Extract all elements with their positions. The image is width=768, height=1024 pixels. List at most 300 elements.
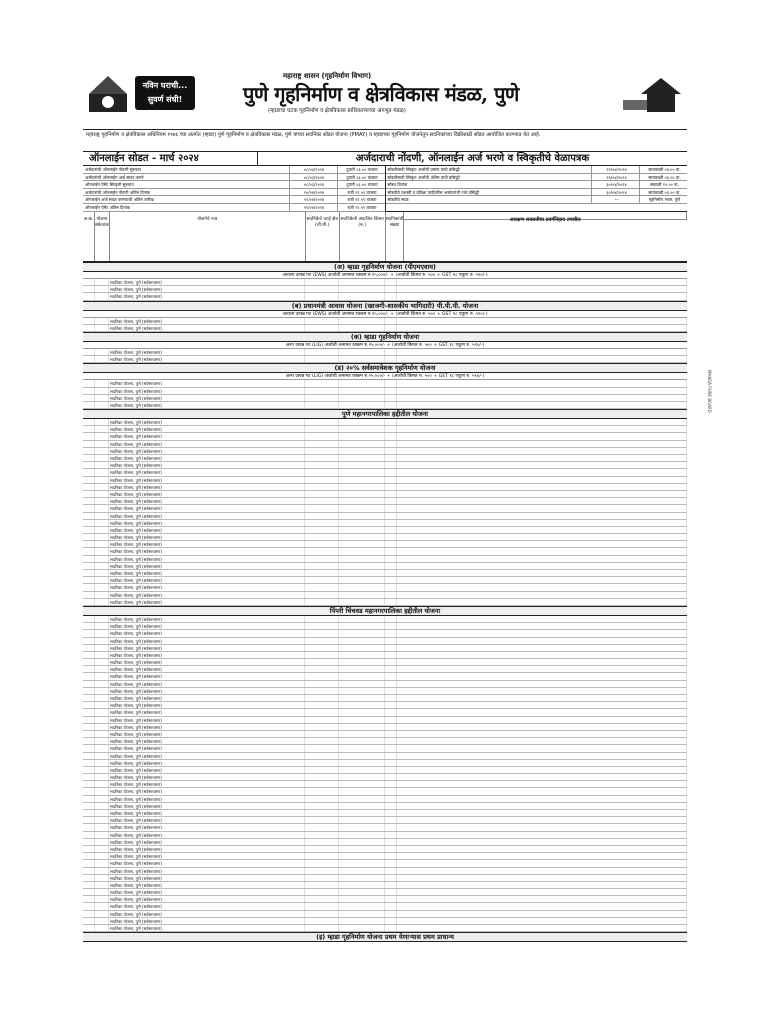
- col-sn: अ.क्र.: [83, 212, 95, 261]
- cell-pr: [339, 293, 385, 299]
- cell-sn: [83, 455, 95, 461]
- cell-cd: [95, 505, 109, 511]
- cell-loc: सदनिका योजना, पुणे (सर्वसाधारण): [109, 896, 305, 902]
- cell-loc: सदनिका योजना, पुणे (सर्वसाधारण): [109, 577, 305, 583]
- cell-loc: सदनिका योजना, पुणे (सर्वसाधारण): [109, 462, 305, 468]
- cell-sn: [83, 860, 95, 866]
- cell-sn: [83, 318, 95, 324]
- col-amenities: [404, 212, 687, 261]
- cell-sn: [83, 638, 95, 644]
- cell-loc: सदनिका योजना, पुणे (सर्वसाधारण): [109, 724, 305, 730]
- cell-pr: [339, 824, 385, 830]
- cell-pr: [339, 760, 385, 766]
- schedule-cell: सोडतीचे स्थळ: [387, 197, 409, 203]
- cell-pr: [339, 484, 385, 490]
- cell-ar: [305, 903, 339, 909]
- cell-pr: [339, 911, 385, 917]
- cell-ct: [385, 903, 397, 909]
- cell-sn: [83, 853, 95, 859]
- cell-pr: [339, 753, 385, 759]
- cell-cd: [95, 426, 109, 432]
- schedule-cell: रात्री ११.५९ वाजता: [337, 189, 385, 196]
- cell-ct: [385, 491, 397, 497]
- cell-am: [397, 455, 687, 461]
- cell-sn: [83, 599, 95, 605]
- cell-ar: [305, 455, 339, 461]
- table-row: [83, 638, 687, 645]
- cell-sn: [83, 839, 95, 845]
- cell-ar: [305, 599, 339, 605]
- cell-cd: [95, 724, 109, 730]
- cell-ar: [305, 513, 339, 519]
- cell-loc: सदनिका योजना, पुणे (सर्वसाधारण): [109, 918, 305, 924]
- cell-cd: [95, 541, 109, 547]
- cell-cd: [95, 520, 109, 526]
- cell-ct: [385, 513, 397, 519]
- cell-am: [397, 817, 687, 823]
- cell-sn: [83, 380, 95, 386]
- cell-sn: [83, 563, 95, 569]
- schedule-cell: अर्जदारांची ऑनलाईन अर्ज सादर करणे: [85, 174, 144, 180]
- schedule-cell: २२/०४/२०२४: [591, 166, 639, 173]
- cell-loc: सदनिका योजना, पुणे (सर्वसाधारण): [109, 673, 305, 679]
- cell-ct: [385, 402, 397, 408]
- cell-ct: [385, 388, 397, 394]
- cell-cd: [95, 293, 109, 299]
- section-note: अल्प उत्पन्न गट (LIG) अर्जाची अनामत रक्कम रु.२५,०००/- + (अर्जाची किंमत रु. ५०० + GST १८ एकूण रु. ५९०/-): [83, 373, 687, 380]
- cell-ar: [305, 810, 339, 816]
- table-row: [83, 803, 687, 810]
- cell-am: [397, 505, 687, 511]
- cell-sn: [83, 774, 95, 780]
- cell-am: [397, 659, 687, 665]
- cell-sn: [83, 925, 95, 931]
- table-row: [83, 402, 687, 409]
- cell-ar: [305, 760, 339, 766]
- cell-am: [397, 395, 687, 401]
- cell-ct: [385, 925, 397, 931]
- cell-loc: सदनिका योजना, पुणे (सर्वसाधारण): [109, 286, 305, 292]
- section-title: पुणे महानगरपालिका हद्दीतील योजना: [83, 409, 687, 419]
- schedule-cell: १२/०४/२०२४: [289, 196, 337, 203]
- cell-am: [397, 279, 687, 285]
- table-row: [83, 630, 687, 637]
- table-row: [83, 810, 687, 817]
- cell-pr: [339, 570, 385, 576]
- cell-am: [397, 498, 687, 504]
- subtitle: (म्हाडाचा घटक गृहनिर्माण व क्षेत्रविकास प्राधिकरणाच्या अंगभूत मंडळ): [268, 108, 406, 114]
- mhada-logo: [621, 74, 683, 114]
- cell-pr: [339, 681, 385, 687]
- tagline-badge: नविन घराची... सुवर्ण संधी!: [135, 76, 195, 110]
- cell-ar: [305, 925, 339, 931]
- schedule-cell: ०८/०३/२०२४: [289, 166, 337, 173]
- cell-ct: [385, 911, 397, 917]
- cell-am: [397, 419, 687, 425]
- cell-cd: [95, 534, 109, 540]
- cell-cd: [95, 279, 109, 285]
- cell-ar: [305, 349, 339, 355]
- cell-ct: [385, 616, 397, 622]
- cell-am: [397, 709, 687, 715]
- cell-loc: सदनिका योजना, पुणे (सर्वसाधारण): [109, 853, 305, 859]
- cell-am: [397, 584, 687, 590]
- section-note: अत्यल्प उत्पन्न गट (EWS) अर्जाची अनामत रक्कम रु.१५,०००/- + (अर्जाची किंमत रु. ५०० + GST १८ एकूण रु. ५९०/-): [83, 272, 687, 279]
- cell-loc: सदनिका योजना, पुणे (सर्वसाधारण): [109, 325, 305, 331]
- cell-cd: [95, 753, 109, 759]
- table-row: [83, 286, 687, 293]
- cell-ar: [305, 824, 339, 830]
- cell-pr: [339, 702, 385, 708]
- table-row: [83, 817, 687, 824]
- cell-ar: [305, 817, 339, 823]
- schedule-cell: १२/०४/२०२४: [289, 204, 337, 211]
- cell-sn: [83, 688, 95, 694]
- cell-ct: [385, 520, 397, 526]
- cell-ar: [305, 441, 339, 447]
- cell-ct: [385, 286, 397, 292]
- cell-sn: [83, 592, 95, 598]
- cell-sn: [83, 548, 95, 554]
- table-row: [83, 666, 687, 673]
- cell-ar: [305, 688, 339, 694]
- cell-am: [397, 638, 687, 644]
- cell-loc: सदनिका योजना, पुणे (सर्वसाधारण): [109, 860, 305, 866]
- cell-pr: [339, 318, 385, 324]
- cell-cd: [95, 599, 109, 605]
- schedule-cell: गृहनिर्माण भवन, पुणे: [639, 196, 687, 203]
- cell-loc: सदनिका योजना, पुणे (सर्वसाधारण): [109, 875, 305, 881]
- cell-cd: [95, 788, 109, 794]
- cell-ct: [385, 760, 397, 766]
- cell-ar: [305, 279, 339, 285]
- cell-ar: [305, 520, 339, 526]
- cell-ar: [305, 477, 339, 483]
- cell-ct: [385, 853, 397, 859]
- schedule-cell: १०/०४/२०२४: [289, 189, 337, 196]
- schedule-left: [83, 166, 386, 211]
- schedule-cell: २६/०४/२०२४: [591, 174, 639, 181]
- cell-pr: [339, 738, 385, 744]
- cell-sn: [83, 911, 95, 917]
- cell-loc: सदनिका योजना, पुणे (सर्वसाधारण): [109, 767, 305, 773]
- cell-pr: [339, 925, 385, 931]
- cell-loc: सदनिका योजना, पुणे (सर्वसाधारण): [109, 817, 305, 823]
- cell-cd: [95, 860, 109, 866]
- cell-am: [397, 788, 687, 794]
- cell-pr: [339, 592, 385, 598]
- schedule-row: [83, 196, 385, 204]
- cell-sn: [83, 882, 95, 888]
- cell-ct: [385, 832, 397, 838]
- cell-am: [397, 781, 687, 787]
- cell-ct: [385, 534, 397, 540]
- cell-sn: [83, 702, 95, 708]
- schedule-row: [386, 181, 688, 189]
- section-title: (अ) म्हाडा गृहनिर्माण योजना (पीएमएवाय): [83, 262, 687, 272]
- table-row: [83, 592, 687, 599]
- cell-sn: [83, 788, 95, 794]
- cell-loc: सदनिका योजना, पुणे (सर्वसाधारण): [109, 745, 305, 751]
- table-row: [83, 681, 687, 688]
- emblem-icon: [87, 74, 129, 114]
- cell-sn: [83, 659, 95, 665]
- table-row: [83, 853, 687, 860]
- cell-loc: सदनिका योजना, पुणे (सर्वसाधारण): [109, 882, 305, 888]
- cell-cd: [95, 527, 109, 533]
- cell-ar: [305, 774, 339, 780]
- cell-loc: सदनिका योजना, पुणे (सर्वसाधारण): [109, 832, 305, 838]
- cell-cd: [95, 702, 109, 708]
- cell-sn: [83, 513, 95, 519]
- cell-cd: [95, 592, 109, 598]
- cell-pr: [339, 638, 385, 644]
- cell-pr: [339, 534, 385, 540]
- cell-sn: [83, 556, 95, 562]
- table-row: [83, 781, 687, 788]
- cell-pr: [339, 673, 385, 679]
- cell-sn: [83, 402, 95, 408]
- cell-loc: सदनिका योजना, पुणे (सर्वसाधारण): [109, 630, 305, 636]
- cell-ct: [385, 882, 397, 888]
- cell-ct: [385, 498, 397, 504]
- schedule-cell: —: [591, 196, 639, 203]
- cell-pr: [339, 781, 385, 787]
- cell-ct: [385, 356, 397, 362]
- cell-ct: [385, 753, 397, 759]
- cell-pr: [339, 630, 385, 636]
- cell-loc: सदनिका योजना, पुणे (सर्वसाधारण): [109, 753, 305, 759]
- table-row: [83, 616, 687, 623]
- cell-ar: [305, 491, 339, 497]
- cell-ct: [385, 318, 397, 324]
- table-row: [83, 824, 687, 831]
- cell-am: [397, 577, 687, 583]
- col-code: योजना संकेतांक: [95, 212, 110, 261]
- lottery-notice: [83, 70, 687, 950]
- cell-ct: [385, 570, 397, 576]
- cell-loc: सदनिका योजना, पुणे (सर्वसाधारण): [109, 846, 305, 852]
- cell-ct: [385, 349, 397, 355]
- cell-cd: [95, 462, 109, 468]
- cell-sn: [83, 709, 95, 715]
- cell-pr: [339, 395, 385, 401]
- cell-loc: सदनिका योजना, पुणे (सर्वसाधारण): [109, 652, 305, 658]
- cell-ct: [385, 484, 397, 490]
- cell-loc: सदनिका योजना, पुणे (सर्वसाधारण): [109, 925, 305, 931]
- cell-ct: [385, 577, 397, 583]
- cell-sn: [83, 448, 95, 454]
- table-row: [83, 325, 687, 332]
- cell-pr: [339, 652, 385, 658]
- cell-loc: सदनिका योजना, पुणे (सर्वसाधारण): [109, 527, 305, 533]
- cell-cd: [95, 419, 109, 425]
- cell-pr: [339, 882, 385, 888]
- cell-ar: [305, 681, 339, 687]
- cell-cd: [95, 846, 109, 852]
- cell-am: [397, 534, 687, 540]
- cell-ct: [385, 702, 397, 708]
- cell-cd: [95, 832, 109, 838]
- cell-pr: [339, 388, 385, 394]
- cell-ar: [305, 426, 339, 432]
- cell-loc: सदनिका योजना, पुणे (सर्वसाधारण): [109, 293, 305, 299]
- cell-ct: [385, 889, 397, 895]
- cell-ct: [385, 781, 397, 787]
- cell-sn: [83, 325, 95, 331]
- cell-cd: [95, 896, 109, 902]
- cell-ar: [305, 731, 339, 737]
- cell-am: [397, 666, 687, 672]
- table-row: [83, 448, 687, 455]
- cell-am: [397, 738, 687, 744]
- cell-loc: सदनिका योजना, पुणे (सर्वसाधारण): [109, 570, 305, 576]
- cell-ct: [385, 860, 397, 866]
- cell-sn: [83, 520, 95, 526]
- cell-ar: [305, 702, 339, 708]
- cell-loc: सदनिका योजना, पुणे (सर्वसाधारण): [109, 623, 305, 629]
- cell-am: [397, 925, 687, 931]
- cell-am: [397, 839, 687, 845]
- cell-ct: [385, 469, 397, 475]
- schedule-row: [83, 174, 385, 182]
- cell-loc: सदनिका योजना, पुणे (सर्वसाधारण): [109, 659, 305, 665]
- table-row: [83, 462, 687, 469]
- table-row: [83, 577, 687, 584]
- cell-ct: [385, 709, 397, 715]
- table-row: [83, 548, 687, 555]
- cell-cd: [95, 717, 109, 723]
- cell-ct: [385, 455, 397, 461]
- cell-pr: [339, 556, 385, 562]
- schedule-cell: अर्जदारांची ऑनलाईन नोंदणी सुरुवात: [85, 167, 141, 172]
- cell-loc: सदनिका योजना, पुणे (सर्वसाधारण): [109, 279, 305, 285]
- schedule-cell: ऑनलाईन पेमेंट स्विकृती सुरुवात: [85, 182, 134, 188]
- table-row: [83, 911, 687, 918]
- cell-cd: [95, 395, 109, 401]
- table-row: [83, 673, 687, 680]
- cell-ct: [385, 846, 397, 852]
- cell-cd: [95, 781, 109, 787]
- cell-pr: [339, 616, 385, 622]
- cell-ar: [305, 717, 339, 723]
- cell-pr: [339, 853, 385, 859]
- schedule-cell: दुपारी ०३.०० वाजता: [337, 166, 385, 173]
- schedule-row: [83, 181, 385, 189]
- cell-loc: सदनिका योजना, पुणे (सर्वसाधारण): [109, 868, 305, 874]
- cell-loc: सदनिका योजना, पुणे (सर्वसाधारण): [109, 911, 305, 917]
- cell-am: [397, 433, 687, 439]
- cell-ct: [385, 380, 397, 386]
- cell-cd: [95, 556, 109, 562]
- cell-ct: [385, 448, 397, 454]
- schedule-row: [386, 174, 688, 182]
- cell-sn: [83, 645, 95, 651]
- cell-ct: [385, 527, 397, 533]
- cell-ar: [305, 527, 339, 533]
- cell-ct: [385, 630, 397, 636]
- table-row: [83, 925, 687, 932]
- cell-cd: [95, 817, 109, 823]
- cell-cd: [95, 903, 109, 909]
- cell-loc: सदनिका योजना, पुणे (सर्वसाधारण): [109, 796, 305, 802]
- section-note: अल्प उत्पन्न गट (LIG) अर्जाची अनामत रक्कम रु.२५,०००/- + (अर्जाची किंमत रु. ५०० + GST १८ एकूण रु. ५९०/-): [83, 342, 687, 349]
- cell-loc: सदनिका योजना, पुणे (सर्वसाधारण): [109, 638, 305, 644]
- schedule-cell: सायंकाळी ०६.०० वा.: [639, 174, 687, 181]
- cell-sn: [83, 803, 95, 809]
- cell-cd: [95, 767, 109, 773]
- cell-ct: [385, 681, 397, 687]
- cell-sn: [83, 469, 95, 475]
- cell-sn: [83, 541, 95, 547]
- table-row: [83, 505, 687, 512]
- cell-ar: [305, 570, 339, 576]
- schedule-cell: दुपारी ०३.०० वाजता: [337, 181, 385, 188]
- cell-cd: [95, 666, 109, 672]
- table-row: [83, 356, 687, 363]
- cell-ct: [385, 462, 397, 468]
- cell-cd: [95, 688, 109, 694]
- cell-sn: [83, 570, 95, 576]
- cell-am: [397, 731, 687, 737]
- cell-ar: [305, 630, 339, 636]
- schedule-cell: सायंकाळी ०६.०० वा.: [639, 189, 687, 196]
- cell-loc: सदनिका योजना, पुणे (सर्वसाधारण): [109, 388, 305, 394]
- table-row: [83, 767, 687, 774]
- table-row: [83, 380, 687, 387]
- cell-cd: [95, 659, 109, 665]
- cell-loc: सदनिका योजना, पुणे (सर्वसाधारण): [109, 738, 305, 744]
- cell-pr: [339, 477, 385, 483]
- cell-pr: [339, 599, 385, 605]
- table-row: [83, 419, 687, 426]
- section-title: (क) म्हाडा गृहनिर्माण योजना: [83, 332, 687, 342]
- cell-loc: सदनिका योजना, पुणे (सर्वसाधारण): [109, 426, 305, 432]
- table-row: [83, 788, 687, 795]
- cell-cd: [95, 577, 109, 583]
- schedule-title: अर्जदाराची नोंदणी, ऑनलाईन अर्ज भरणे व स्विकृतीचे वेळापत्रक: [355, 153, 590, 164]
- cell-ct: [385, 688, 397, 694]
- page-title: पुणे गृहनिर्माण व क्षेत्रविकास मंडळ, पुणे: [243, 82, 519, 106]
- cell-pr: [339, 623, 385, 629]
- cell-ar: [305, 419, 339, 425]
- cell-pr: [339, 724, 385, 730]
- cell-cd: [95, 563, 109, 569]
- cell-ar: [305, 448, 339, 454]
- cell-ct: [385, 659, 397, 665]
- cell-am: [397, 832, 687, 838]
- cell-am: [397, 599, 687, 605]
- table-row: [83, 623, 687, 630]
- cell-ct: [385, 556, 397, 562]
- cell-am: [397, 325, 687, 331]
- cell-am: [397, 645, 687, 651]
- cell-pr: [339, 380, 385, 386]
- cell-am: [397, 448, 687, 454]
- cell-am: [397, 796, 687, 802]
- cell-loc: सदनिका योजना, पुणे (सर्वसाधारण): [109, 681, 305, 687]
- cell-cd: [95, 469, 109, 475]
- cell-pr: [339, 513, 385, 519]
- cell-loc: सदनिका योजना, पुणे (सर्वसाधारण): [109, 731, 305, 737]
- cell-sn: [83, 279, 95, 285]
- cell-am: [397, 356, 687, 362]
- cell-sn: [83, 896, 95, 902]
- cell-pr: [339, 498, 385, 504]
- cell-am: [397, 469, 687, 475]
- cell-sn: [83, 577, 95, 583]
- house-icon: [621, 74, 683, 114]
